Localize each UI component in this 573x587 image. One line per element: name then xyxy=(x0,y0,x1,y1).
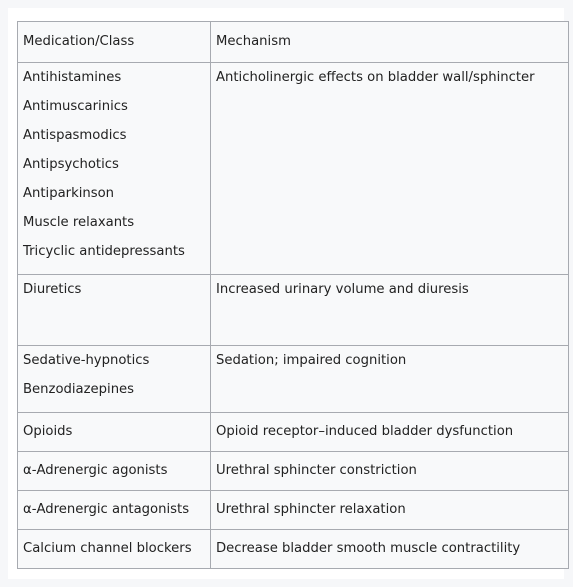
table-row xyxy=(18,275,569,346)
mechanism-cell: Anticholinergic effects on bladder wall/sphincter xyxy=(211,63,569,275)
table-row xyxy=(18,413,569,452)
header-medication-class: Medication/Class xyxy=(18,22,211,63)
table-header-row xyxy=(18,22,569,63)
mechanism-cell: Urethral sphincter constriction xyxy=(211,452,569,491)
medication-cell: α-Adrenergic antagonists xyxy=(18,491,211,530)
medication-name: Antipsychotics xyxy=(23,157,119,172)
mechanism-cell: Increased urinary volume and diuresis xyxy=(211,275,569,346)
medication-name: Antispasmodics xyxy=(23,128,127,143)
medication-name: Sedative-hypnotics xyxy=(23,353,150,368)
table-row xyxy=(18,346,569,413)
header-mechanism: Mechanism xyxy=(211,22,569,63)
mechanism-cell: Decrease bladder smooth muscle contractility xyxy=(211,530,569,569)
medication-cell xyxy=(18,346,211,413)
medication-name: Benzodiazepines xyxy=(23,382,135,397)
medication-cell xyxy=(18,63,211,275)
medication-mechanism-table xyxy=(17,21,569,569)
medication-name: Antihistamines xyxy=(23,70,122,85)
table-row xyxy=(18,530,569,569)
table-row xyxy=(18,491,569,530)
table-row xyxy=(18,63,569,275)
medication-name: Tricyclic antidepressants xyxy=(23,244,185,259)
medication-cell: α-Adrenergic agonists xyxy=(18,452,211,491)
medication-cell: Calcium channel blockers xyxy=(18,530,211,569)
medication-name: Diuretics xyxy=(23,282,82,297)
medication-name: Antiparkinson xyxy=(23,186,115,201)
medication-name: Muscle relaxants xyxy=(23,215,135,230)
mechanism-cell: Urethral sphincter relaxation xyxy=(211,491,569,530)
table-card xyxy=(8,8,564,579)
mechanism-cell: Sedation; impaired cognition xyxy=(211,346,569,413)
table-row xyxy=(18,452,569,491)
medication-cell xyxy=(18,275,211,346)
medication-name: Antimuscarinics xyxy=(23,99,128,114)
mechanism-cell: Opioid receptor–induced bladder dysfunction xyxy=(211,413,569,452)
medication-cell: Opioids xyxy=(18,413,211,452)
